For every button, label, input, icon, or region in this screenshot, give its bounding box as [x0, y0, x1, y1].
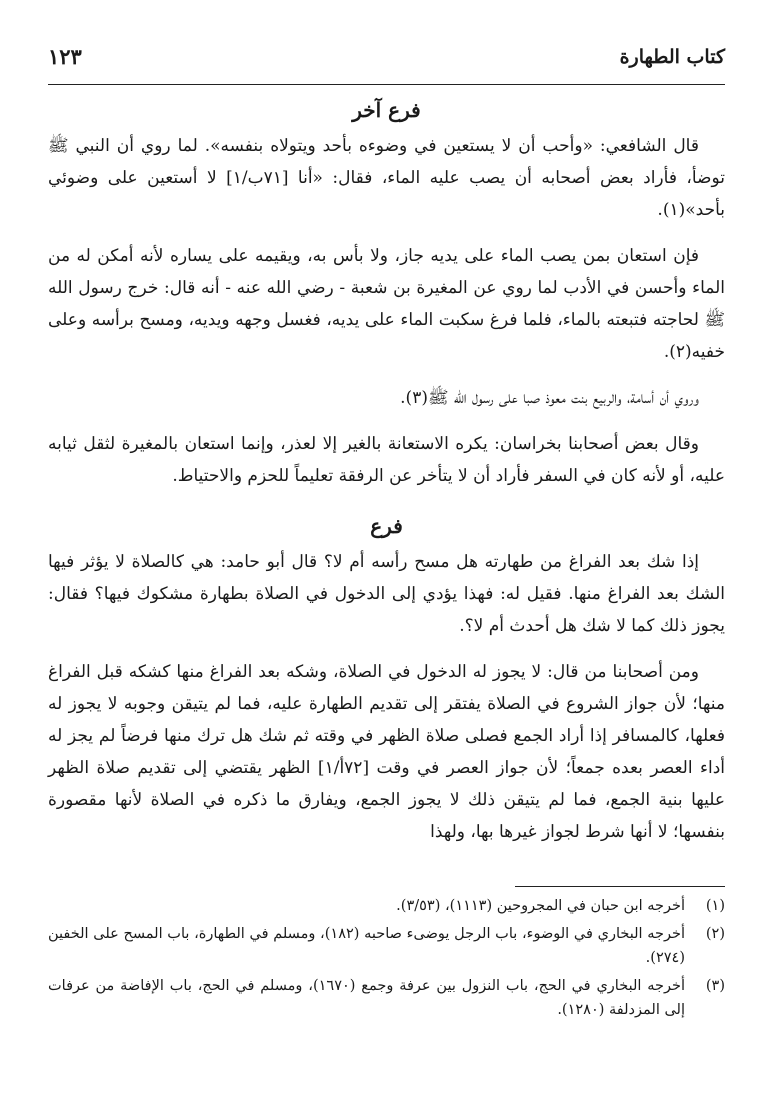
running-title: كتاب الطهارة [619, 46, 725, 68]
footnote-number: (١) [705, 898, 725, 914]
section-heading: فرع آخر [352, 98, 421, 122]
footnote-text: أخرجه ابن حبان في المجروحين (١١١٣)، (٣/٥٣). [396, 898, 685, 914]
paragraph: فإن استعان بمن يصب الماء على يديه جاز، ولا بأس به، ويقيمه على يساره لأنه أمكن له من الماء وأحسن في الأدب لما روي عن المغيرة بن شعبة - رضي الله عنه - أنه قال: خرج رسول الله ﷺ لحاجته فتبعته بالماء، فلما فرغ سكبت الماء على يديه، فغسل وجهه ويديه، ومسح برأسه وعلى خفيه(٢). [48, 246, 725, 362]
section-heading: فرع [370, 514, 403, 538]
footnote-text: أخرجه البخاري في الحج، باب النزول بين عرفة وجمع (١٦٧٠)، ومسلم في الحج، باب الإفاضة من عرفات إلى المزدلفة (١٢٨٠). [48, 978, 685, 1018]
footnotes [48, 894, 725, 1026]
paragraph: ومن أصحابنا من قال: لا يجوز له الدخول في الصلاة، وشكه بعد الفراغ منها كشكه قبل الفراغ منها؛ لأن جواز الشروع في الصلاة يفتقر إلى تقديم الطهارة عليه، فما لم يتيقن وجوبه لا يجوز له فعلها، كالمسافر إذا أراد الجمع فصلى صلاة الظهر في وقته ثم شك هل ترك منها فرضاً لم يجز له أداء العصر بعده جمعاً؛ لأن جواز العصر في وقت [٧٢أ/١] الظهر يقتضي إلى تقديم صلاة الظهر عليها بنية الجمع، فما لم يتيقن ذلك لا يجوز الجمع، ويفارق ما ذكره في الصلاة لأنها مقصورة بنفسها؛ لا أنها شرط لجواز غيرها بها، ولهذا [48, 662, 726, 842]
footnote-text: أخرجه البخاري في الوضوء، باب الرجل يوضىء صاحبه (١٨٢)، ومسلم في الطهارة، باب المسح على الخفين (٢٧٤). [48, 926, 685, 966]
header-rule [48, 84, 725, 85]
footnote-number: (٣) [705, 978, 725, 994]
paragraph: وروي أن أسامة، والربيع بنت معوذ صبا على رسول الله ﷺ(٣). [400, 388, 699, 408]
footnote-number: (٢) [705, 926, 725, 942]
page-number: ١٢٣ [48, 44, 82, 69]
footnote [48, 894, 725, 918]
footnote [48, 922, 725, 970]
main-text [48, 90, 725, 862]
footnote [48, 974, 725, 1022]
paragraph: قال الشافعي: «وأحب أن لا يستعين في وضوءه بأحد ويتولاه بنفسه». لما روي أن النبي ﷺ توضأ، فأراد بعض أصحابه أن يصب عليه الماء، فقال: «أنا [٧١ب/١] لا أستعين على وضوئي بأحد»(١). [48, 136, 725, 220]
page-header [48, 42, 725, 82]
footnote-rule [515, 886, 725, 887]
paragraph: وقال بعض أصحابنا بخراسان: يكره الاستعانة بالغير إلا لعذر، وإنما استعان بالمغيرة لثقل ثيابه عليه، أو لأنه كان في السفر فأراد أن لا يتأخر عن الرفقة تعليماً للحزم والاحتياط. [48, 434, 725, 486]
paragraph: إذا شك بعد الفراغ من طهارته هل مسح رأسه أم لا؟ قال أبو حامد: هي كالصلاة لا يؤثر فيها الشك بعد الفراغ منها. فقيل له: فهذا يؤدي إلى الدخول في الصلاة بطهارة مشكوك فيها؟ فقال: يجوز ذلك كما لا شك هل أحدث أم لا؟. [48, 552, 725, 636]
